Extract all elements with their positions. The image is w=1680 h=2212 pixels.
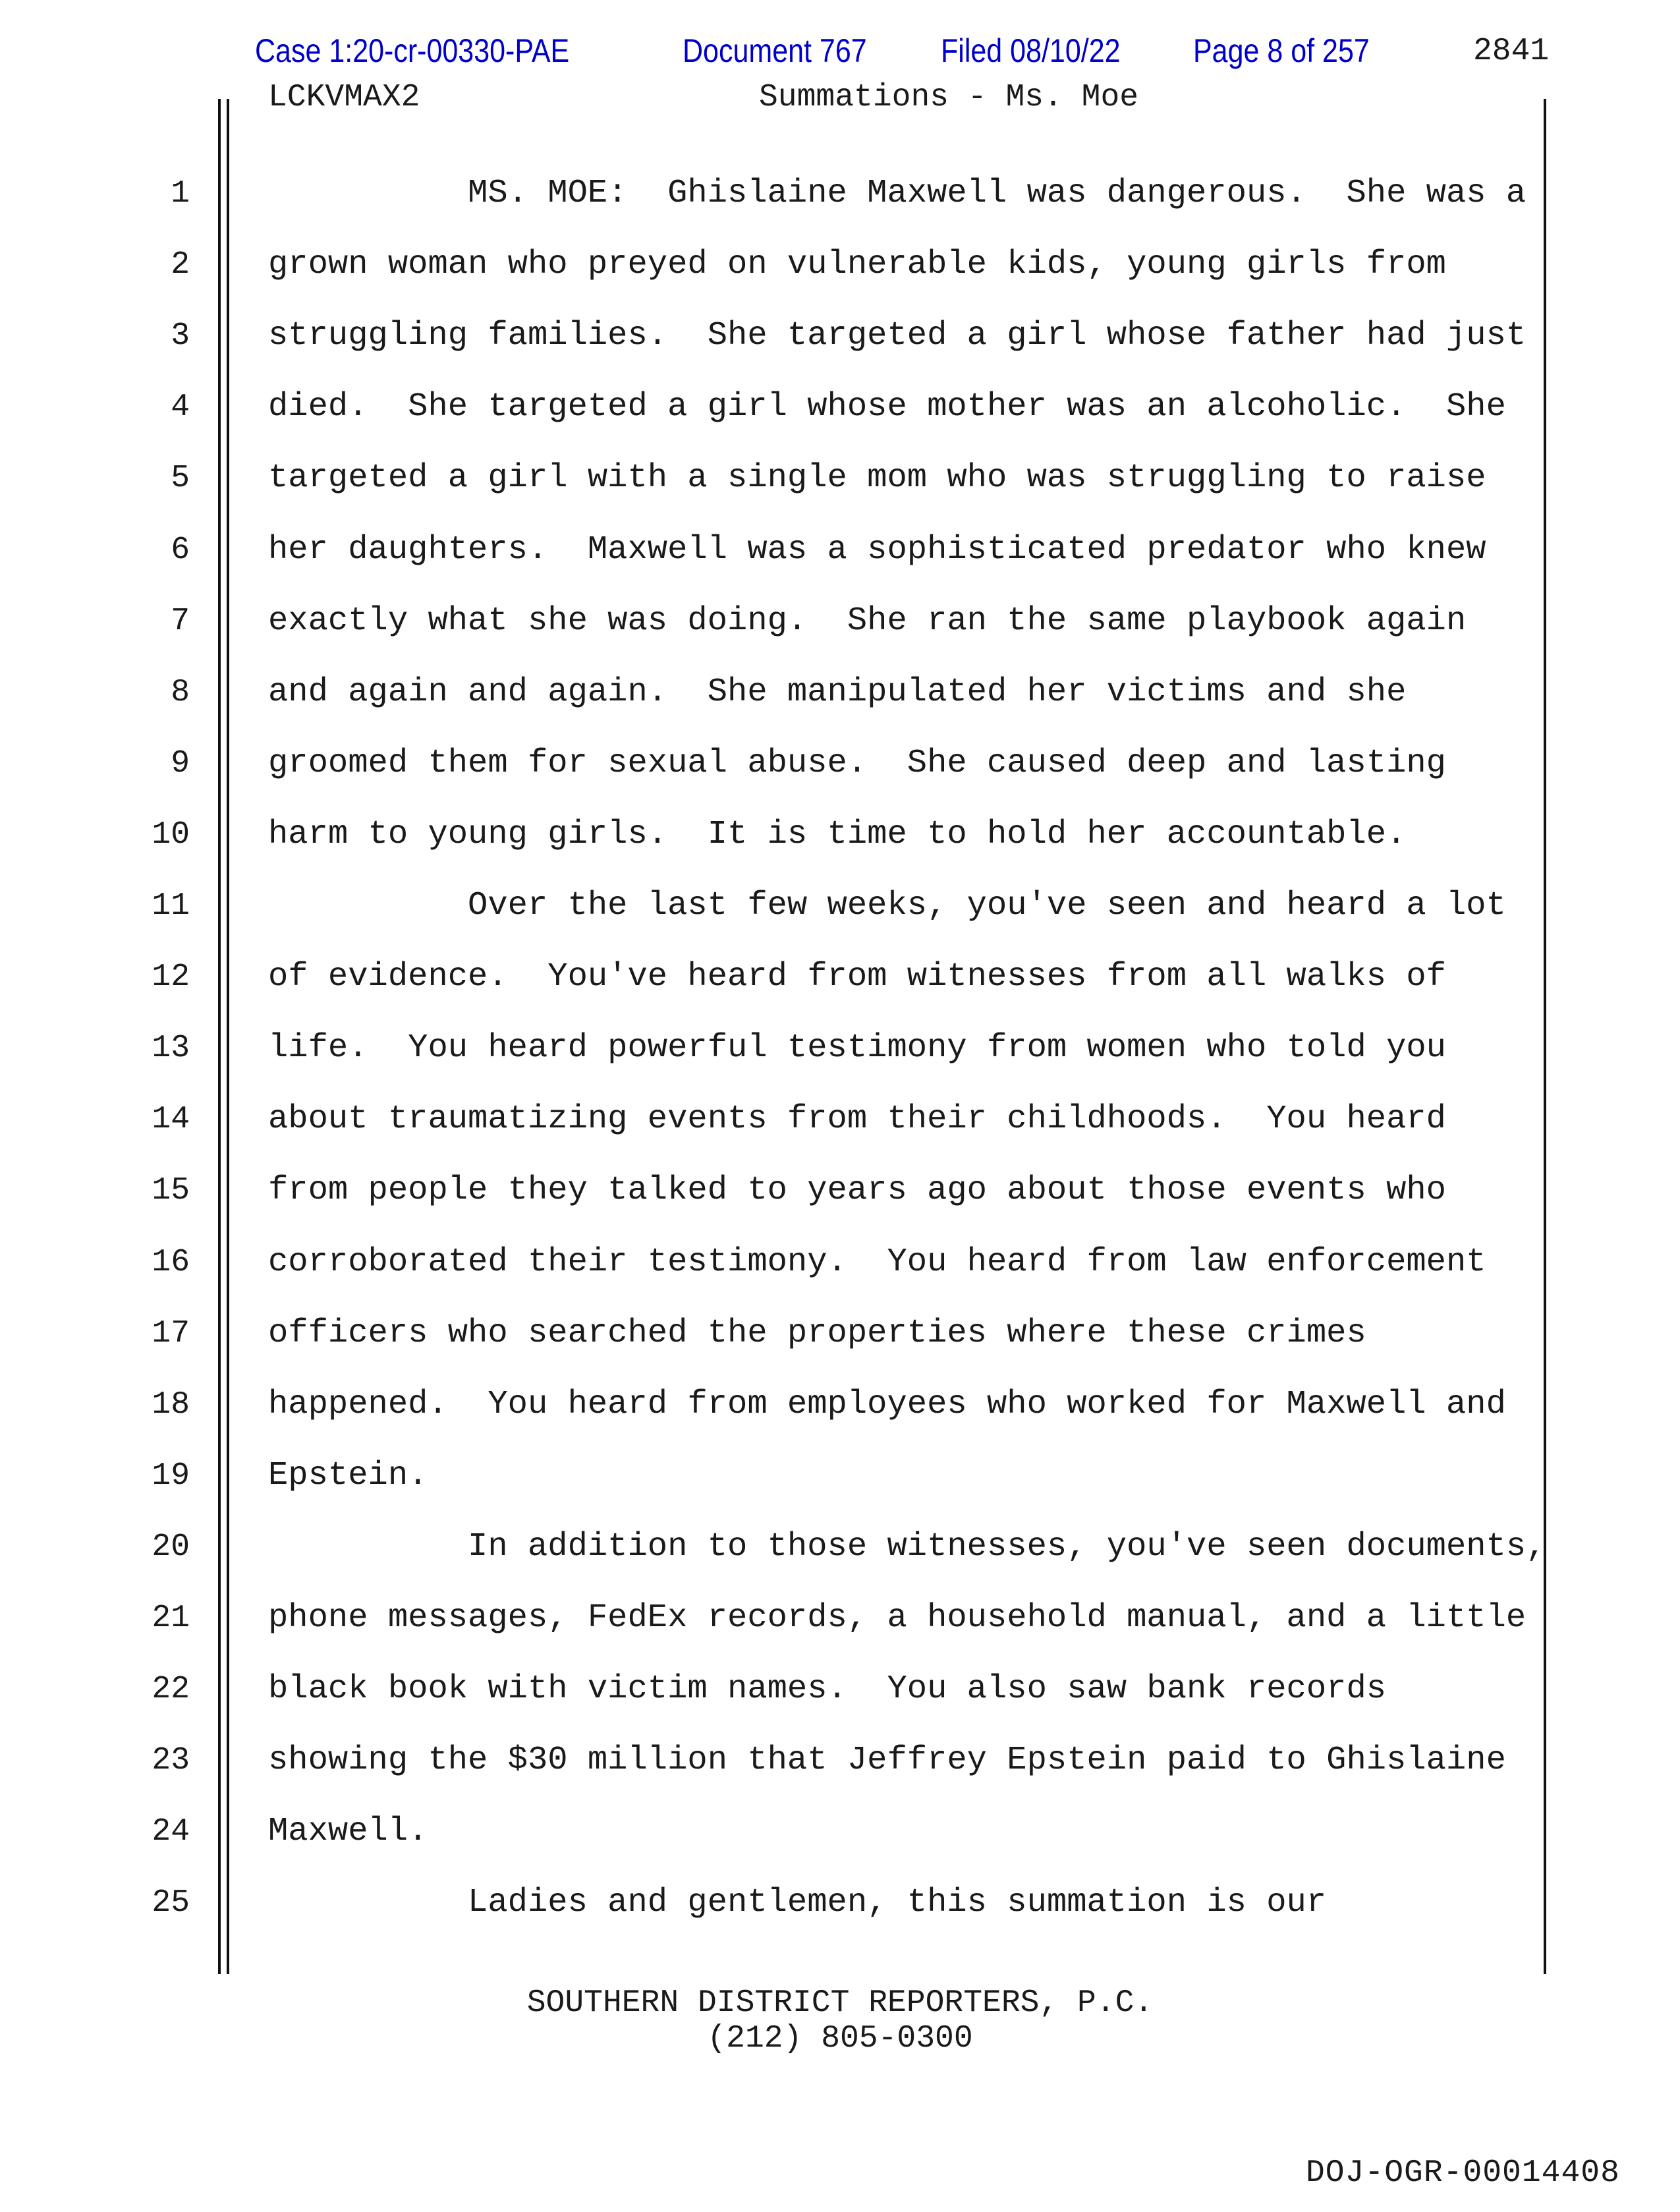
transcript-line: Maxwell. bbox=[268, 1813, 428, 1850]
transcript-line: grown woman who preyed on vulnerable kids, young girls from bbox=[268, 246, 1446, 283]
line-number: 23 bbox=[152, 1743, 190, 1778]
transcript-line: harm to young girls. It is time to hold her accountable. bbox=[268, 816, 1407, 853]
transcript-line: about traumatizing events from their childhoods. You heard bbox=[268, 1100, 1446, 1138]
transcript-line: exactly what she was doing. She ran the same playbook again bbox=[268, 602, 1467, 640]
transcript-line: In addition to those witnesses, you've seen documents, bbox=[268, 1528, 1546, 1566]
reporter-name: SOUTHERN DISTRICT REPORTERS, P.C. bbox=[526, 1985, 1154, 2021]
transcript-line: and again and again. She manipulated her victims and she bbox=[268, 673, 1407, 711]
transcript-line: struggling families. She targeted a girl whose father had just bbox=[268, 317, 1526, 354]
transcript-line: groomed them for sexual abuse. She caused deep and lasting bbox=[268, 745, 1446, 782]
transcript-line: happened. You heard from employees who worked for Maxwell and bbox=[268, 1386, 1506, 1423]
line-number: 4 bbox=[171, 389, 190, 425]
left-margin-rule-inner bbox=[227, 99, 229, 1974]
line-number: 13 bbox=[152, 1031, 190, 1066]
transcript-page-number: 2841 bbox=[1473, 34, 1550, 69]
transcript-line: officers who searched the properties where these crimes bbox=[268, 1315, 1366, 1352]
filed-date-stamp: Filed 08/10/22 bbox=[941, 32, 1121, 69]
line-number: 20 bbox=[152, 1529, 190, 1565]
transcript-line: from people they talked to years ago about those events who bbox=[268, 1172, 1446, 1209]
transcript-line: Over the last few weeks, you've seen and heard a lot bbox=[268, 887, 1506, 924]
line-number: 12 bbox=[152, 959, 190, 995]
line-number: 2 bbox=[171, 247, 190, 283]
line-number: 10 bbox=[152, 817, 190, 853]
line-number: 16 bbox=[152, 1245, 190, 1280]
line-number: 19 bbox=[152, 1458, 190, 1494]
line-number: 3 bbox=[171, 318, 190, 354]
line-number: 15 bbox=[152, 1173, 190, 1208]
line-number: 21 bbox=[152, 1601, 190, 1636]
reporter-phone: (212) 805-0300 bbox=[707, 2021, 973, 2056]
transcript-line: Ladies and gentlemen, this summation is our bbox=[268, 1884, 1327, 1921]
transcript-line: of evidence. You've heard from witnesses from all walks of bbox=[268, 958, 1446, 996]
section-title: Summations - Ms. Moe bbox=[759, 80, 1139, 115]
left-margin-rule-outer bbox=[218, 99, 221, 1974]
line-number: 17 bbox=[152, 1316, 190, 1351]
bates-number: DOJ-OGR-00014408 bbox=[1306, 2155, 1620, 2191]
docket-code: LCKVMAX2 bbox=[268, 80, 420, 115]
line-number: 1 bbox=[171, 176, 190, 212]
line-number: 11 bbox=[152, 888, 190, 924]
transcript-line: life. You heard powerful testimony from women who told you bbox=[268, 1029, 1446, 1067]
transcript-line: targeted a girl with a single mom who was struggling to raise bbox=[268, 459, 1486, 497]
line-number: 9 bbox=[171, 746, 190, 781]
transcript-line: corroborated their testimony. You heard from law enforcement bbox=[268, 1243, 1486, 1281]
transcript-line: phone messages, FedEx records, a household manual, and a little bbox=[268, 1599, 1526, 1637]
transcript-line: died. She targeted a girl whose mother was an alcoholic. She bbox=[268, 388, 1506, 426]
line-number: 5 bbox=[171, 461, 190, 496]
line-number: 24 bbox=[152, 1814, 190, 1850]
line-number: 7 bbox=[171, 604, 190, 639]
transcript-line: her daughters. Maxwell was a sophisticated predator who knew bbox=[268, 531, 1486, 569]
line-number: 25 bbox=[152, 1885, 190, 1921]
right-margin-rule bbox=[1544, 99, 1546, 1974]
line-number: 6 bbox=[171, 532, 190, 568]
case-number-stamp: Case 1:20-cr-00330-PAE bbox=[255, 32, 570, 69]
transcript-line: black book with victim names. You also saw bank records bbox=[268, 1670, 1387, 1708]
line-number: 18 bbox=[152, 1387, 190, 1423]
line-number: 22 bbox=[152, 1672, 190, 1707]
line-number: 14 bbox=[152, 1102, 190, 1137]
transcript-line: showing the $30 million that Jeffrey Epstein paid to Ghislaine bbox=[268, 1742, 1506, 1779]
line-number: 8 bbox=[171, 675, 190, 710]
document-number-stamp: Document 767 bbox=[683, 32, 867, 69]
transcript-line: MS. MOE: Ghislaine Maxwell was dangerous. She was a bbox=[268, 175, 1526, 212]
page-count-stamp: Page 8 of 257 bbox=[1193, 32, 1370, 69]
transcript-line: Epstein. bbox=[268, 1457, 428, 1494]
